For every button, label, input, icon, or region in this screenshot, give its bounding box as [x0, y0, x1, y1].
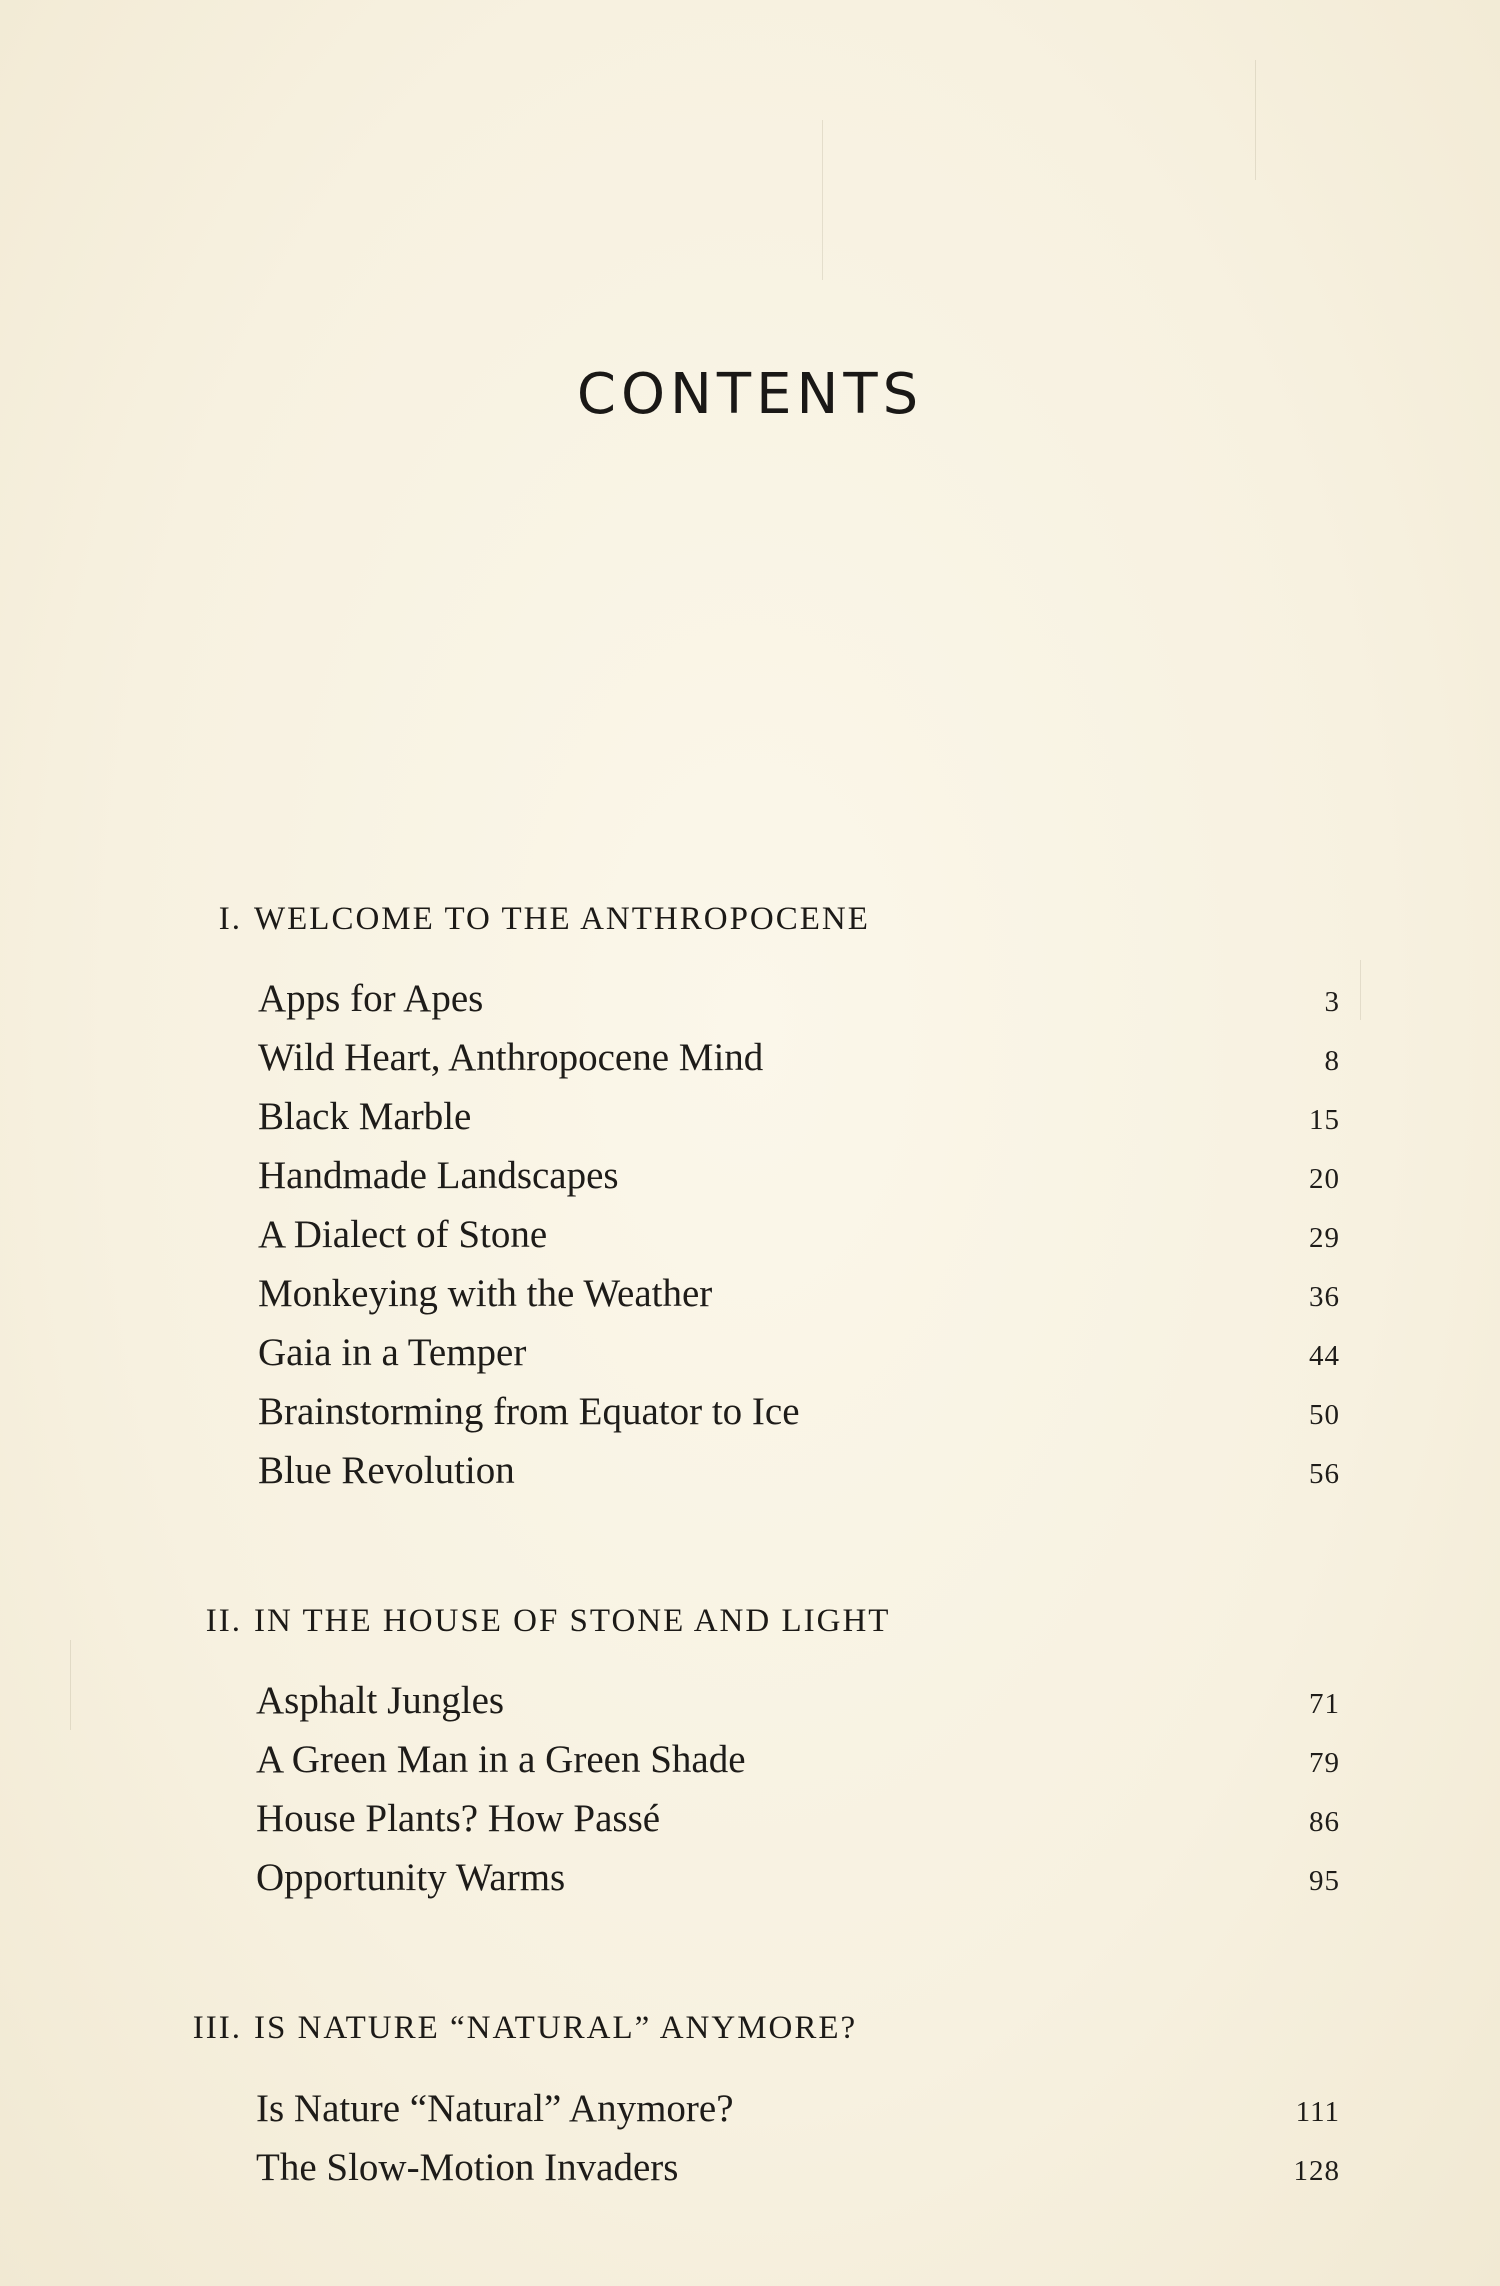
part-title: IS NATURE “NATURAL” ANYMORE?: [254, 2010, 858, 2046]
toc-entry-title[interactable]: Handmade Landscapes: [258, 1154, 619, 1197]
toc-entry-page: 15: [1309, 1104, 1340, 1136]
toc-entry-title[interactable]: Asphalt Jungles: [256, 1679, 505, 1722]
toc-entry-title[interactable]: A Green Man in a Green Shade: [256, 1738, 746, 1781]
part-numeral: III.: [192, 2010, 242, 2046]
part-heading: [190, 901, 870, 938]
part-heading: [176, 2010, 857, 2047]
page-title: CONTENTS: [576, 362, 924, 427]
toc-entry[interactable]: [0, 976, 1500, 1034]
toc-entry-title[interactable]: Apps for Apes: [258, 977, 484, 1020]
toc-entry-title[interactable]: Black Marble: [258, 1095, 472, 1138]
toc-entry-title[interactable]: Gaia in a Temper: [258, 1331, 527, 1374]
toc-entry[interactable]: [0, 1271, 1500, 1329]
toc-entry[interactable]: [0, 1094, 1500, 1152]
toc-entry[interactable]: [0, 2145, 1500, 2203]
part-numeral: II.: [205, 1603, 242, 1639]
toc-entry-title[interactable]: Opportunity Warms: [256, 1856, 566, 1899]
toc-entry-page: 128: [1293, 2155, 1340, 2187]
toc-entry-page: 56: [1309, 1458, 1340, 1490]
toc-entry-page: 79: [1309, 1747, 1340, 1779]
toc-entry-page: 111: [1295, 2096, 1340, 2128]
toc-entry[interactable]: [0, 1855, 1500, 1913]
toc-entry-title[interactable]: Wild Heart, Anthropocene Mind: [258, 1036, 764, 1079]
toc-entry[interactable]: [0, 1448, 1500, 1506]
scan-artifact: [822, 120, 823, 280]
part-heading: [190, 1603, 890, 1640]
toc-entry-title[interactable]: The Slow-Motion Invaders: [256, 2146, 679, 2189]
toc-entry-page: 50: [1309, 1399, 1340, 1431]
toc-entry[interactable]: [0, 1796, 1500, 1854]
part-numeral: I.: [218, 901, 242, 937]
part-title: IN THE HOUSE OF STONE AND LIGHT: [254, 1603, 891, 1639]
toc-entry-page: 8: [1324, 1045, 1340, 1077]
toc-entry[interactable]: [0, 1389, 1500, 1447]
toc-entry-title[interactable]: A Dialect of Stone: [258, 1213, 548, 1256]
toc-entry-page: 36: [1309, 1281, 1340, 1313]
part-title: WELCOME TO THE ANTHROPOCENE: [254, 901, 870, 937]
toc-entry-page: 44: [1309, 1340, 1340, 1372]
toc-entry[interactable]: [0, 1678, 1500, 1736]
toc-entry-page: 95: [1309, 1865, 1340, 1897]
toc-entry-title[interactable]: Brainstorming from Equator to Ice: [258, 1390, 800, 1433]
scan-artifact: [1255, 60, 1256, 180]
toc-entry-title[interactable]: Is Nature “Natural” Anymore?: [256, 2087, 734, 2130]
toc-entry-title[interactable]: House Plants? How Passé: [256, 1797, 661, 1840]
toc-entry-page: 86: [1309, 1806, 1340, 1838]
toc-entry[interactable]: [0, 1330, 1500, 1388]
toc-entry-title[interactable]: Blue Revolution: [258, 1449, 515, 1492]
toc-entry[interactable]: [0, 1737, 1500, 1795]
toc-entry-page: 71: [1309, 1688, 1340, 1720]
toc-entry[interactable]: [0, 2086, 1500, 2144]
toc-entry-page: 20: [1309, 1163, 1340, 1195]
toc-entry[interactable]: [0, 1153, 1500, 1211]
toc-entry[interactable]: [0, 1212, 1500, 1270]
toc-entry[interactable]: [0, 1035, 1500, 1093]
toc-entry-page: 29: [1309, 1222, 1340, 1254]
toc-entry-title[interactable]: Monkeying with the Weather: [258, 1272, 713, 1315]
toc-entry-page: 3: [1324, 986, 1340, 1018]
